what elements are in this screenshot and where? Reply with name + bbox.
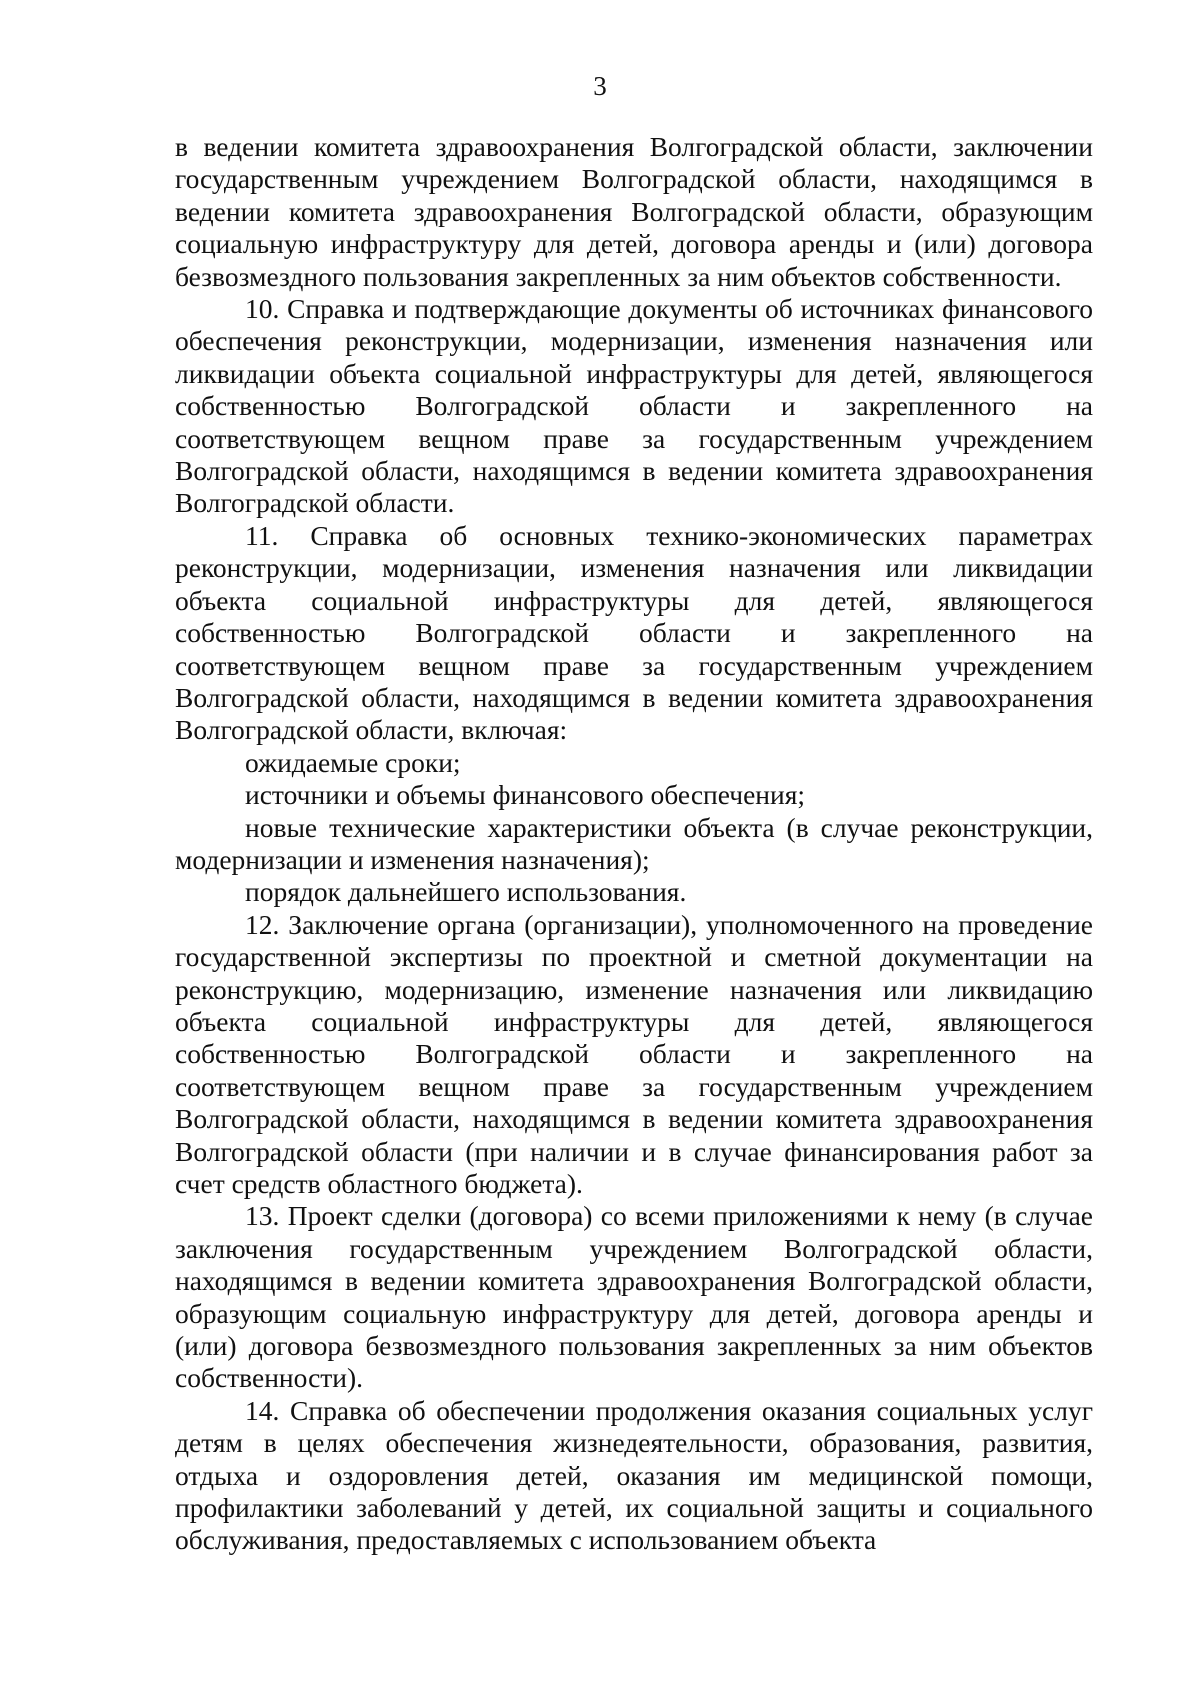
sub-item-expected-terms: ожидаемые сроки;: [245, 746, 461, 778]
paragraph-item-10: 10. Справка и подтверждающие документы об источниках финансового обеспечения реконструкции, модернизации, изменения назначения или ликвидации объекта социальной инфраструктуры для детей, являющегося собственностью Волгоградской области и закрепленного на соответствующем вещном праве за государственным учреждением Волгоградской области, находящимся в ведении комитета здравоохранения Волгоградской области.: [175, 293, 1093, 519]
paragraph-item-13: 13. Проект сделки (договора) со всеми приложениями к нему (в случае заключения государственным учреждением Волгоградской области, находящимся в ведении комитета здравоохранения Волгоградской области, образующим социальную инфраструктуру для детей, договора аренды и (или) договора безвозмездного пользования закрепленных за ним объектов собственности).: [175, 1200, 1093, 1394]
paragraph-item-11: 11. Справка об основных технико-экономических параметрах реконструкции, модернизации, изменения назначения или ликвидации объекта социальной инфраструктуры для детей, являющегося собственностью Волгоградской области и закрепленного на соответствующем вещном праве за государственным учреждением Волгоградской области, находящимся в ведении комитета здравоохранения Волгоградской области, включая:: [175, 519, 1093, 746]
sub-item-technical-characteristics: новые технические характеристики объекта (в случае реконструкции, модернизации и изменения назначения);: [175, 811, 1093, 875]
page-number: 3: [593, 71, 607, 101]
paragraph-item-14: 14. Справка об обеспечении продолжения оказания социальных услуг детям в целях обеспечения жизнедеятельности, образования, развития, отдыха и оздоровления детей, оказания им медицинской помощи, профилактики заболеваний у детей, их социальной защиты и социального обслуживания, предоставляемых с использованием объекта: [175, 1394, 1093, 1556]
document-body: [175, 131, 1093, 1557]
paragraph-item-12: 12. Заключение органа (организации), уполномоченного на проведение государственной экспертизы по проектной и сметной документации на реконструкцию, модернизацию, изменение назначения или ликвидацию объекта социальной инфраструктуры для детей, являющегося собственностью Волгоградской области и закрепленного на соответствующем вещном праве за государственным учреждением Волгоградской области, находящимся в ведении комитета здравоохранения Волгоградской области (при наличии и в случае финансирования работ за счет средств областного бюджета).: [175, 908, 1093, 1199]
sub-item-financing-sources: источники и объемы финансового обеспечения;: [245, 779, 806, 811]
paragraph-continuation: в ведении комитета здравоохранения Волгоградской области, заключении государственным учреждением Волгоградской области, находящимся в ведении комитета здравоохранения Волгоградской области, образующим социальную инфраструктуру для детей, договора аренды и (или) договора безвозмездного пользования закрепленных за ним объектов собственности.: [175, 131, 1093, 292]
sub-item-further-use: порядок дальнейшего использования.: [245, 876, 687, 908]
